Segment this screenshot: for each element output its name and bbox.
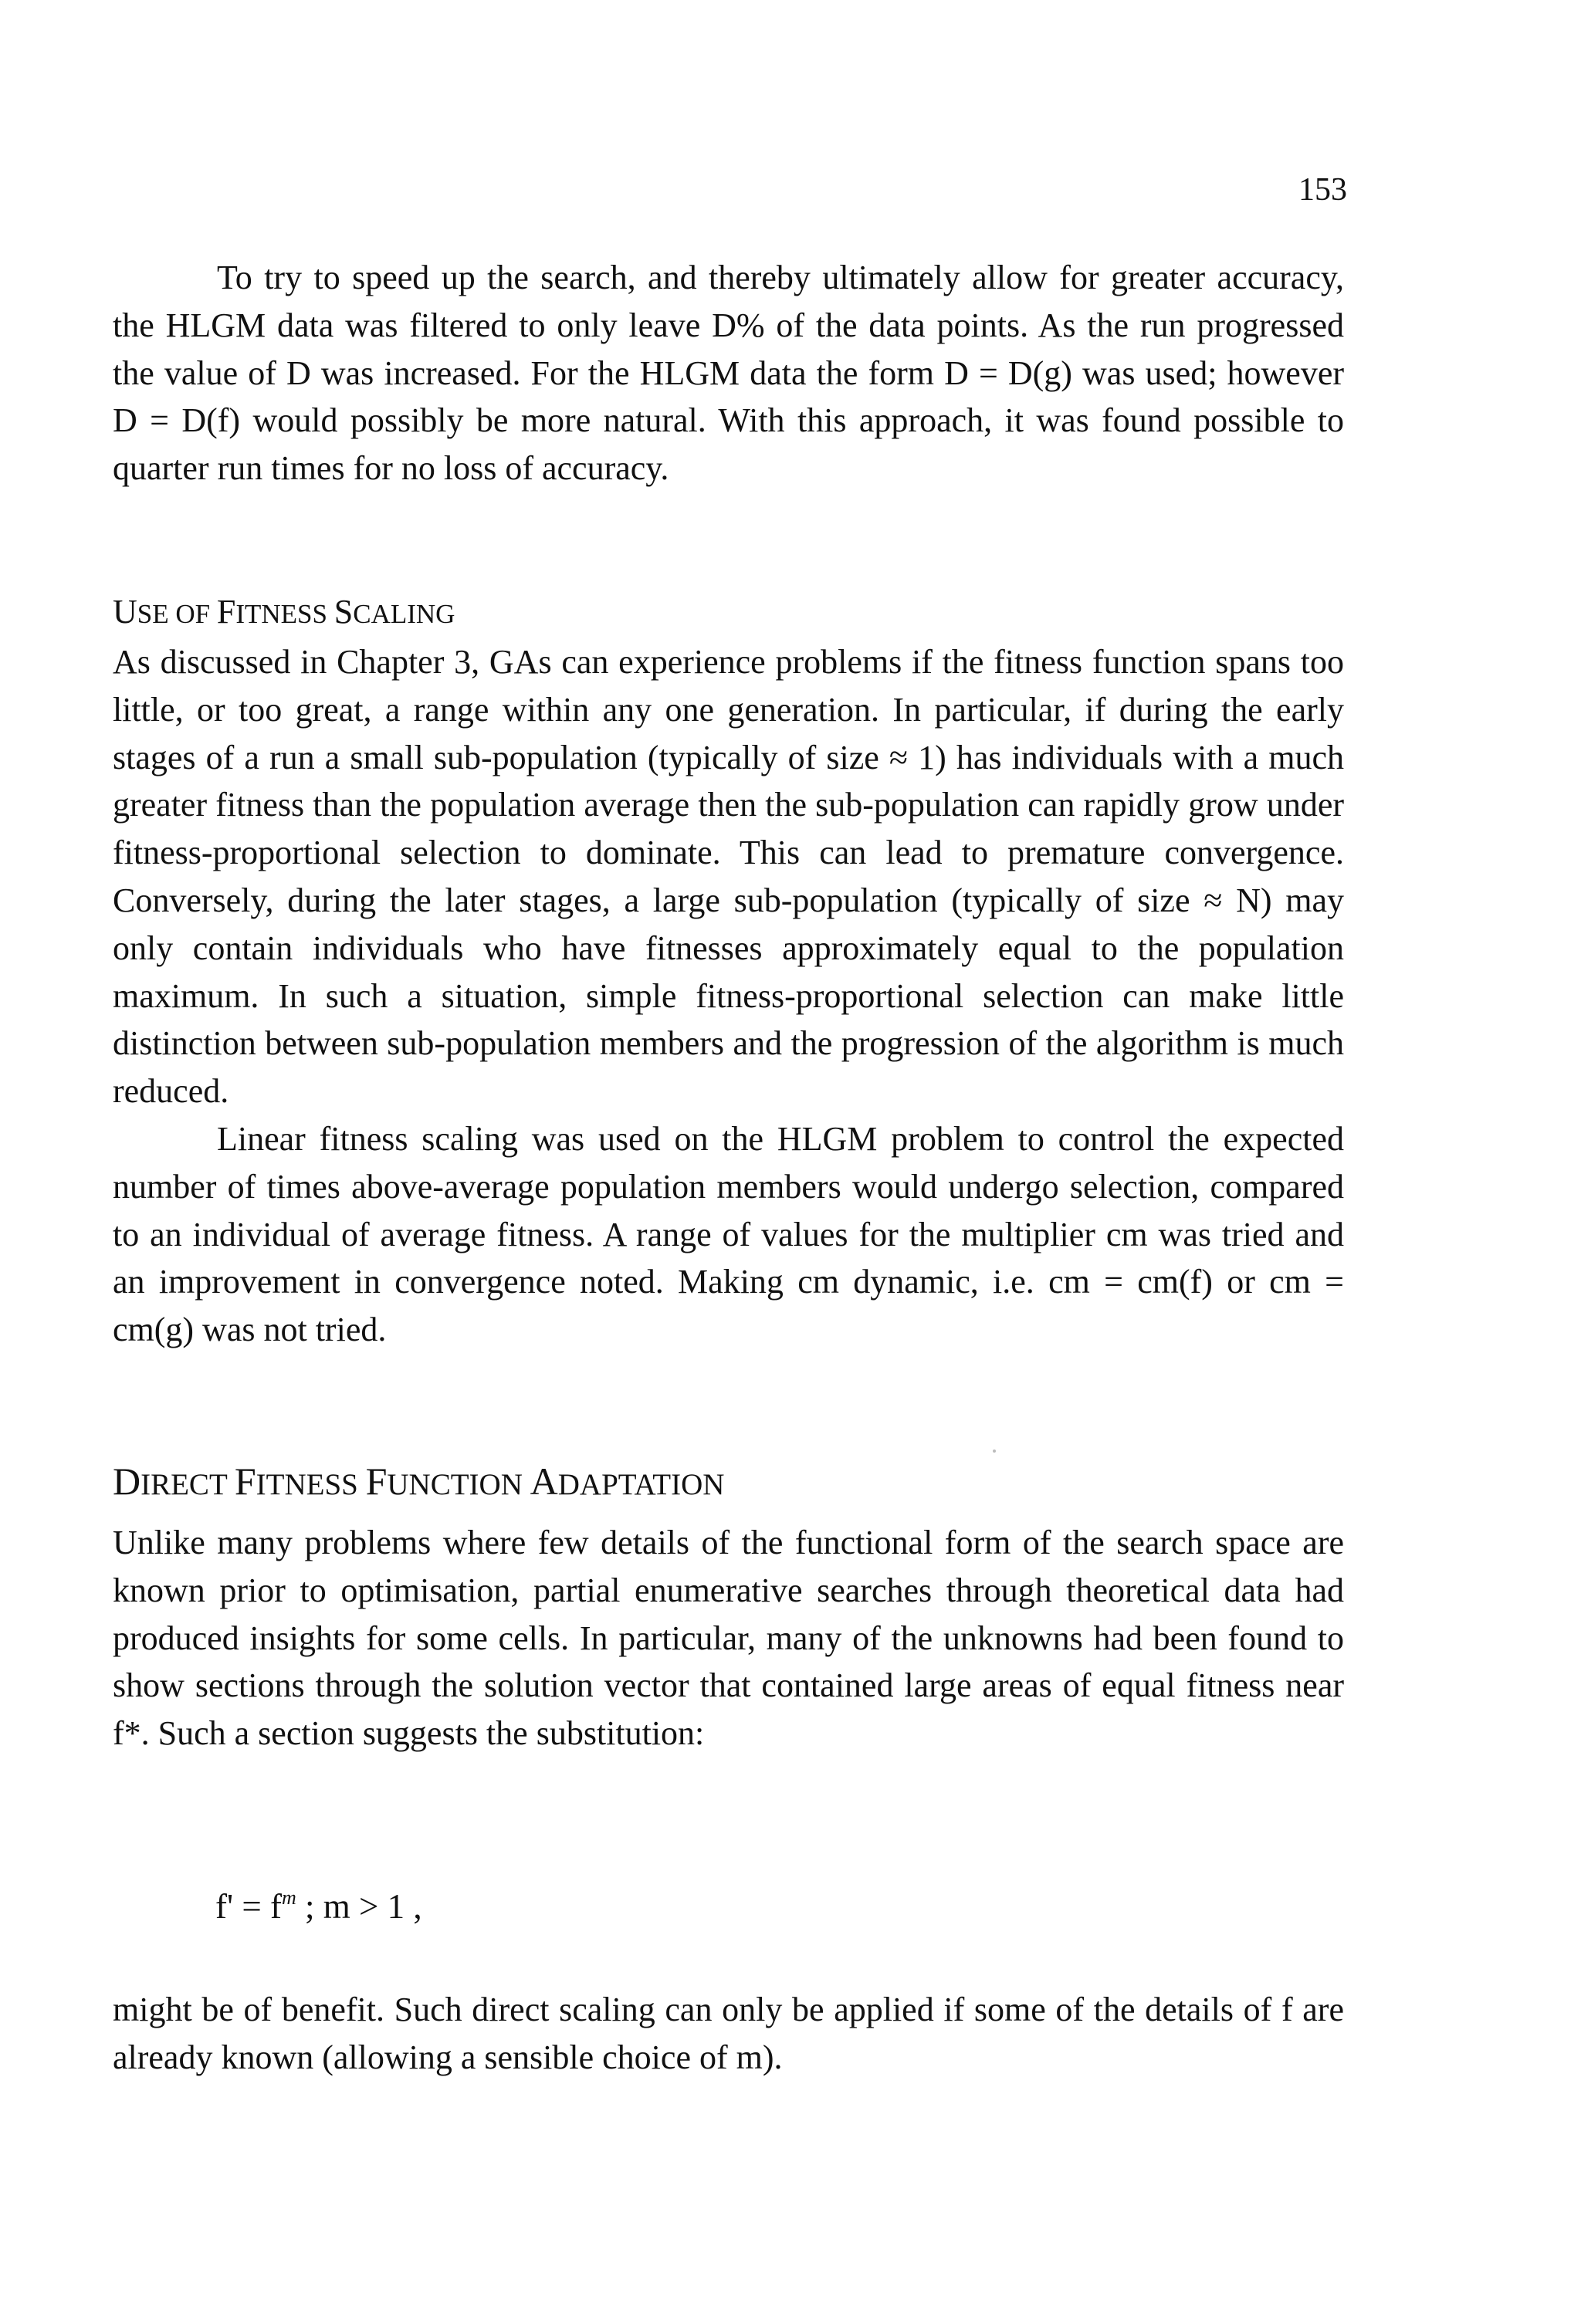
scan-speck (993, 1450, 996, 1453)
direct-adaptation-section (113, 1457, 1344, 1757)
heading-part: F (234, 1460, 256, 1503)
heading-part: ITNESS (256, 1468, 366, 1501)
equation-superscript: m (281, 1886, 296, 1909)
closing-section (113, 1986, 1344, 2082)
heading-part: ITNESS (235, 599, 334, 629)
heading-part: UNCTION (387, 1468, 530, 1501)
heading-part: IRECT (140, 1468, 235, 1501)
heading-part: D (113, 1460, 141, 1503)
heading-part: SE OF (137, 599, 217, 629)
heading-part: U (113, 593, 137, 631)
fitness-scaling-section (113, 588, 1344, 1354)
heading-part: S (333, 593, 354, 631)
heading-part: CALING (353, 599, 455, 629)
heading-part: A (530, 1460, 558, 1503)
direct-adaptation-heading (113, 1457, 1344, 1509)
closing-paragraph: might be of benefit. Such direct scaling can only be applied if some of the details of f are already known (allowing a sensible choice of m). (113, 1991, 1344, 2076)
intro-paragraph: To try to speed up the search, and thereby ultimately allow for greater accuracy, the HLGM data was filtered to only leave D% of the data points. As the run progressed the value of D was increased. For the HLGM data the form D = D(g) was used; however D = D(f) would possibly be more natural. With this approach, it was found possible to quarter run times for no loss of accuracy. (113, 259, 1344, 488)
fitness-substitution-equation (215, 1886, 422, 1926)
heading-part: F (365, 1460, 388, 1503)
direct-adaptation-paragraph: Unlike many problems where few details of the functional form of the search space are known prior to optimisation, partial enumerative searches through theoretical data had produced insights for some cells. In particular, many of the unknowns had been found to show sections through the solution vector that contained large areas of equal fitness near f*. Such a section suggests the substitution: (113, 1524, 1344, 1753)
fitness-scaling-paragraph-one: As discussed in Chapter 3, GAs can experience problems if the fitness function spans too little, or too great, a range within any one generation. In particular, if during the early stages of a run a small sub-population (typically of size ≈ 1) has individuals with a much greater fitness than the population average then the sub-population can rapidly grow under fitness-proportional selection to dominate. This can lead to premature convergence. Conversely, during the later stages, a large sub-population (typically of size ≈ N) may only contain individuals who have fitnesses approximately equal to the population maximum. In such a situation, simple fitness-proportional selection can make little distinction between sub-population members and the progression of the algorithm is much reduced. (113, 643, 1344, 1111)
heading-part: F (216, 593, 236, 631)
fitness-scaling-paragraph-two: Linear fitness scaling was used on the HLGM problem to control the expected number of times above-average population members would undergo selection, compared to an individual of average fitness. A range of values for the multiplier cm was tried and an improvement in convergence noted. Making cm dynamic, i.e. cm = cm(f) or cm = cm(g) was not tried. (113, 1119, 1344, 1349)
page-number: 153 (1298, 172, 1347, 208)
intro-section (113, 254, 1344, 492)
equation-right-side: ; m > 1 , (296, 1887, 422, 1926)
heading-part: DAPTATION (557, 1468, 725, 1501)
fitness-scaling-heading (113, 588, 1344, 638)
equation-left-side: f' = f (215, 1887, 282, 1926)
